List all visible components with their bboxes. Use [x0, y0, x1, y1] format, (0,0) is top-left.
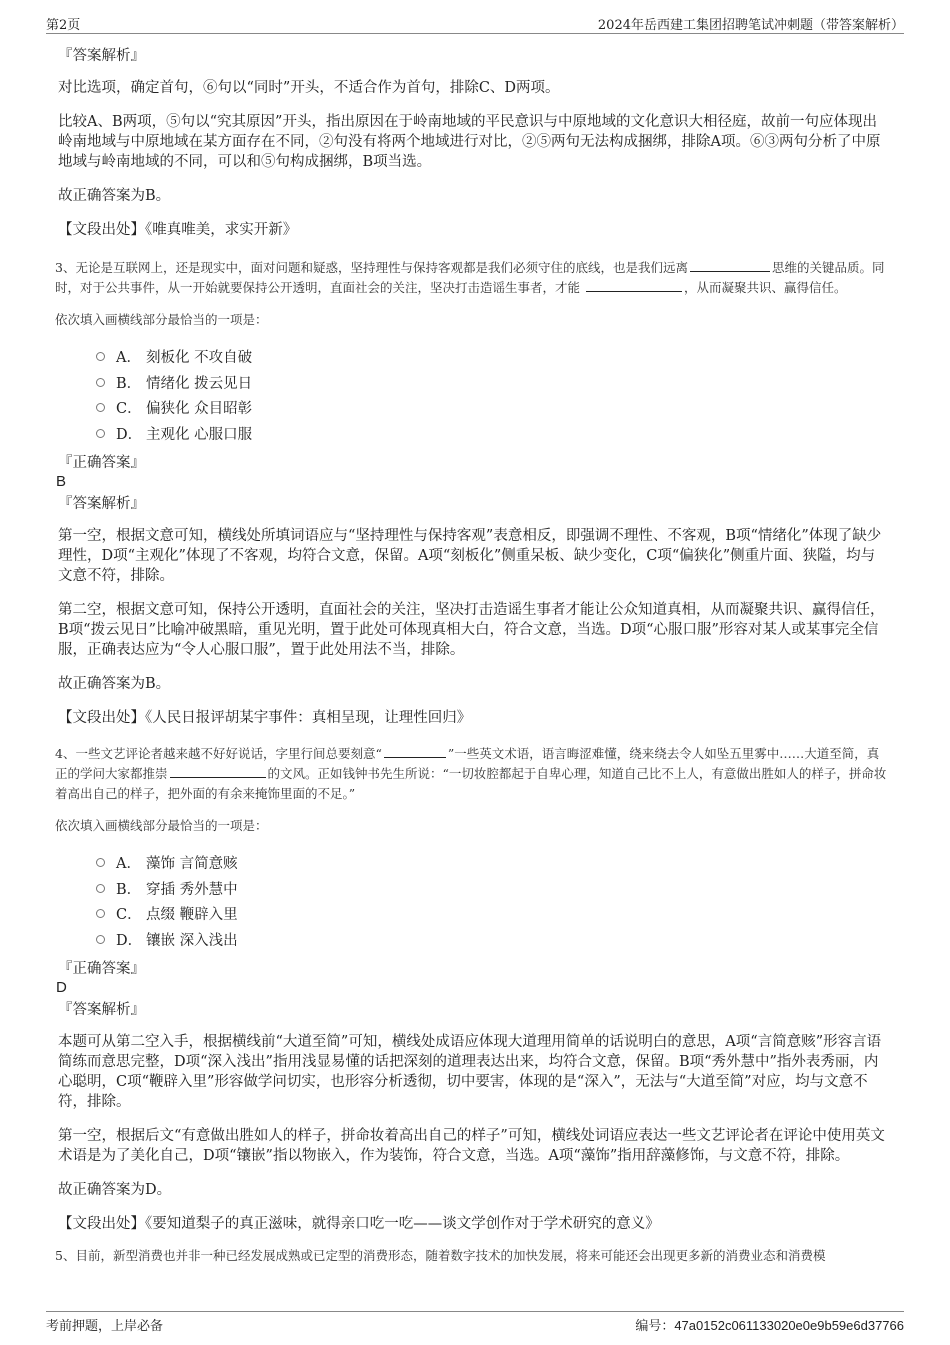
question-lead: 依次填入画横线部分最恰当的一项是：: [55, 312, 268, 327]
analysis-label: 『答案解析』: [58, 496, 145, 512]
radio-icon[interactable]: [96, 403, 105, 412]
option-text: 镶嵌 深入浅出: [146, 932, 238, 949]
question-4-stem: [55, 744, 888, 804]
passage-source: 【文段出处】《人民日报评胡某宇事件：真相呈现，让理性回归》: [58, 710, 472, 726]
option-a[interactable]: [96, 850, 888, 876]
option-a[interactable]: [96, 344, 888, 370]
radio-icon[interactable]: [96, 429, 105, 438]
question-lead: 依次填入画横线部分最恰当的一项是：: [55, 818, 268, 833]
option-letter: D．: [116, 426, 143, 443]
option-c[interactable]: [96, 395, 888, 421]
analysis-paragraph: 本题可从第二空入手，根据横线前“大道至简”可知，横线处成语应体现大道理用简单的话说明白的意思，A项“言简意赅”形容言语简练而意思完整，D项“深入浅出”指用浅显易懂的话把深刻的道理表达出来，均符合文意，保留。B项“秀外慧中”指外表秀丽，内心聪明，C项“鞭辟入里”形容做学问切实，也形容分析透彻，切中要害，体现的是“深入”，无法与“大道至简”对应，均与文意不符，排除。: [58, 1034, 882, 1110]
option-d[interactable]: [96, 927, 888, 953]
option-b[interactable]: [96, 876, 888, 902]
page-header: [0, 0, 950, 34]
option-letter: A．: [116, 350, 141, 367]
analysis-paragraph: 第一空，根据文意可知，横线处所填词语应与“坚持理性与保持客观”表意相反，即强调不理性、不客观，B项“情绪化”体现了缺少理性，D项“主观化”体现了不客观，均符合文意，保留。A项“刻板化”侧重呆板、缺少变化，C项“偏狭化”侧重片面、狭隘，均与文意不符，排除。: [58, 528, 882, 584]
option-letter: B．: [116, 881, 142, 898]
question-5-stem: 5、目前，新型消费也并非一种已经发展成熟或已定型的消费形态，随着数字技术的加快发展，将来可能还会出现更多新的消费业态和消费模: [55, 1248, 826, 1263]
question-text: 4、一些文艺评论者越来越不好好说话，字里行间总要刻意“: [55, 746, 382, 761]
document-title: 2024年岳西建工集团招聘笔试冲刺题（带答案解析）: [597, 18, 904, 33]
question-4-options: [96, 850, 888, 952]
radio-icon[interactable]: [96, 378, 105, 387]
analysis-paragraph: 对比选项，确定首句，⑥句以“同时”开头，不适合作为首句，排除C、D两项。: [58, 80, 560, 96]
question-3-stem: [55, 258, 888, 298]
question-text: 3、无论是互联网上，还是现实中，面对问题和疑惑，坚持理性与保持客观都是我们必须守住的底线，也是我们远离: [55, 260, 688, 275]
document-id: 编号：47a0152c061133020e0e9b59e6d37766: [635, 1318, 904, 1333]
option-letter: B．: [116, 375, 142, 392]
fill-blank: [586, 279, 682, 292]
option-letter: C．: [116, 907, 142, 924]
answer-conclusion: 故正确答案为B。: [58, 188, 171, 204]
page-number: 第2页: [46, 18, 81, 33]
correct-answer-label: 『正确答案』: [58, 455, 145, 471]
option-letter: C．: [116, 401, 142, 418]
analysis-label: 『答案解析』: [58, 48, 145, 64]
answer-conclusion: 故正确答案为D。: [58, 1182, 172, 1198]
fill-blank: [690, 259, 770, 272]
option-text: 偏狭化 众目昭彰: [146, 401, 253, 418]
passage-source: 【文段出处】《要知道梨子的真正滋味，就得亲口吃一吃——谈文学创作对于学术研究的意义》: [58, 1216, 660, 1232]
question-text: ”一些英文术语，语言晦涩难懂，绕来绕去令人如坠五里雾中……大道至简，真正的学问大家都推崇: [55, 746, 880, 781]
page-content: [55, 44, 888, 1278]
option-letter: A．: [116, 856, 141, 873]
answer-conclusion: 故正确答案为B。: [58, 676, 171, 692]
analysis-paragraph: 比较A、B两项，⑤句以“究其原因”开头，指出原因在于岭南地域的平民意识与中原地域的文化意识大相径庭，故前一句应体现出岭南地域与中原地域在某方面存在不同，②句没有将两个地域进行对比，②⑤两句无法构成捆绑，排除A项。⑥③两句分析了中原地域与岭南地域的不同，可以和⑤句构成捆绑，B项当选。: [58, 114, 881, 170]
option-text: 主观化 心服口服: [146, 426, 253, 443]
analysis-label: 『答案解析』: [58, 1002, 145, 1018]
option-text: 点缀 鞭辟入里: [146, 907, 238, 924]
footer-divider: [46, 1311, 904, 1312]
option-c[interactable]: [96, 901, 888, 927]
option-letter: D．: [116, 932, 143, 949]
option-text: 穿插 秀外慧中: [146, 881, 238, 898]
question-text: 思维的关键品质。同时，对于公共事件，从一开始就要保持公开透明，直面社会的关注，坚决打击造谣生事者，才能: [55, 260, 885, 295]
radio-icon[interactable]: [96, 352, 105, 361]
passage-source: 【文段出处】《唯真唯美，求实开新》: [58, 222, 298, 238]
analysis-paragraph: 第二空，根据文意可知，保持公开透明，直面社会的关注，坚决打击造谣生事者才能让公众知道真相，从而凝聚共识、赢得信任，B项“拨云见日”比喻冲破黑暗，重见光明，置于此处可体现真相大白，符合文意，当选。D项“心服口服”形容对某人或某事完全信服，正确表达应为“令人心服口服”，置于此处用法不当，排除。: [58, 602, 885, 658]
page-footer: [0, 1305, 950, 1345]
question-text: ，从而凝聚共识、赢得信任。: [684, 280, 847, 295]
option-text: 藻饰 言简意赅: [146, 856, 238, 873]
radio-icon[interactable]: [96, 935, 105, 944]
header-divider: [46, 33, 904, 34]
question-text: 的文风。正如钱钟书先生所说：“一切妆腔都起于自卑心理，知道自己比不上人，有意做出胜如人的样子，拼命妆着高出自己的样子，把外面的有余来掩饰里面的不足。”: [55, 766, 887, 801]
correct-answer-value: D: [56, 979, 67, 996]
radio-icon[interactable]: [96, 858, 105, 867]
radio-icon[interactable]: [96, 884, 105, 893]
analysis-paragraph: 第一空，根据后文“有意做出胜如人的样子，拼命妆着高出自己的样子”可知，横线处词语应表达一些文艺评论者在评论中使用英文术语是为了美化自己，D项“镶嵌”指以物嵌入，作为装饰，符合文意，当选。A项“藻饰”指用辞藻修饰，与文意不符，排除。: [58, 1128, 885, 1164]
fill-blank: [384, 745, 446, 758]
option-text: 情绪化 拨云见日: [146, 375, 253, 392]
question-3-options: [96, 344, 888, 446]
option-b[interactable]: [96, 370, 888, 396]
correct-answer-label: 『正确答案』: [58, 961, 145, 977]
fill-blank: [170, 765, 266, 778]
option-text: 刻板化 不攻自破: [146, 350, 253, 367]
radio-icon[interactable]: [96, 909, 105, 918]
option-d[interactable]: [96, 421, 888, 447]
footer-slogan: 考前押题，上岸必备: [46, 1319, 164, 1334]
correct-answer-value: B: [56, 473, 67, 490]
